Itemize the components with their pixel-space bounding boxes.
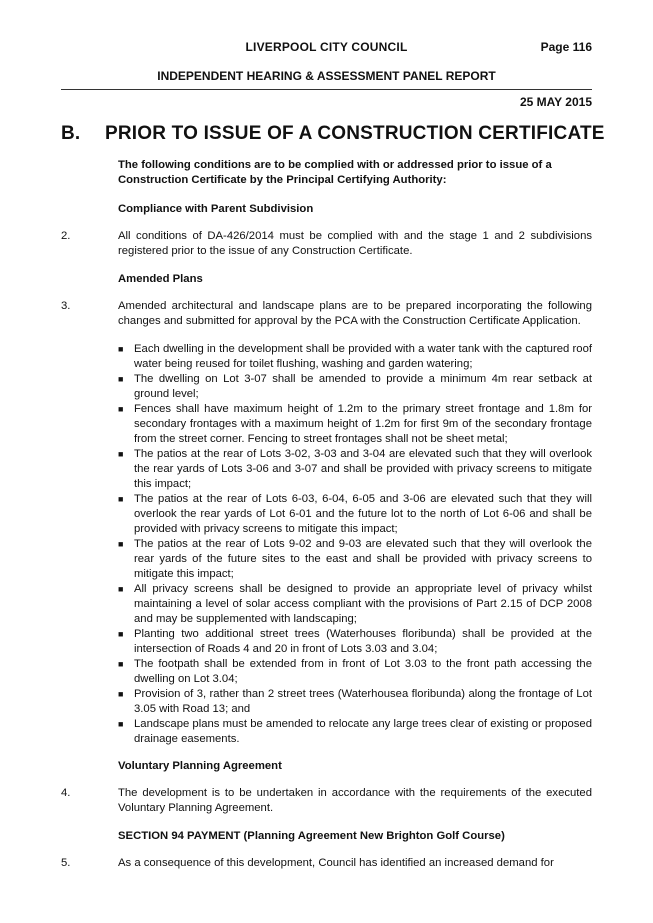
section-heading [61,123,605,145]
list-item-text: The patios at the rear of Lots 9-02 and 9-03 are elevated such that they will overlook the rear yards of the future sites to the east and shall be provided with privacy screens to mitigate this impact; [134,538,592,580]
condition-text: All conditions of DA-426/2014 must be complied with and the stage 1 and 2 subdivisions registered prior to the issue of any Construction Certificate. [118,230,592,257]
bullet-icon: ■ [118,689,124,699]
header-report-title: INDEPENDENT HEARING & ASSESSMENT PANEL REPORT [157,69,496,83]
list-item [118,687,592,717]
list-item [118,582,592,627]
list-item-text: Planting two additional street trees (Waterhouses floribunda) shall be provided at the intersection of Roads 4 and 20 in front of Lots 3.03 and 3.04; [134,628,592,655]
bullet-icon: ■ [118,494,124,504]
bullet-icon: ■ [118,374,124,384]
list-item [118,372,592,402]
condition-number: 3. [61,300,71,312]
condition-text: Amended architectural and landscape plans are to be prepared incorporating the following changes and submitted for approval by the PCA with the Construction Certificate Application. [118,300,592,327]
subheading-section-94: SECTION 94 PAYMENT (Planning Agreement New Brighton Golf Course) [118,830,505,842]
list-item [118,342,592,372]
bullet-icon: ■ [118,449,124,459]
list-item-text: The footpath shall be extended from in front of Lot 3.03 to the front path accessing the dwelling on Lot 3.04; [134,658,592,685]
condition-4 [0,786,653,816]
bullet-icon: ■ [118,584,124,594]
condition-number: 2. [61,230,71,242]
list-item-text: Fences shall have maximum height of 1.2m to the primary street frontage and 1.8m for secondary frontages with a maximum height of 1.2m for first 9m of the secondary frontage from the street corner. Fencing to street frontages shall not be sheet metal; [134,403,592,445]
bullet-icon: ■ [118,659,124,669]
document-body [0,158,653,884]
section-title: PRIOR TO ISSUE OF A CONSTRUCTION CERTIFICATE [105,123,605,144]
list-item-text: The patios at the rear of Lots 3-02, 3-03 and 3-04 are elevated such that they will overlook the rear yards of Lots 3-06 and 3-07 and shall be provided with privacy screens to mitigate this impact; [134,448,592,490]
list-item-text: Provision of 3, rather than 2 street trees (Waterhousea floribunda) along the frontage of Lot 3.05 with Road 13; and [134,688,592,715]
condition-number: 4. [61,787,71,799]
condition-text: The development is to be undertaken in accordance with the requirements of the executed Voluntary Planning Agreement. [118,787,592,814]
list-item [118,537,592,582]
bullet-icon: ■ [118,719,124,729]
condition-3 [0,299,653,329]
list-item-text: Landscape plans must be amended to relocate any large trees clear of existing or proposed drainage easements. [134,718,592,745]
bullet-icon: ■ [118,404,124,414]
condition-5 [0,856,653,871]
list-item [118,402,592,447]
list-item-text: The dwelling on Lot 3-07 shall be amended to provide a minimum 4m rear setback at ground level; [134,373,592,400]
amendment-list [118,342,592,747]
list-item [118,492,592,537]
list-item [118,717,592,747]
header-page-number: Page 116 [540,40,592,54]
subheading-amended-plans: Amended Plans [118,273,203,285]
header-rule [61,89,592,90]
header-date: 25 MAY 2015 [519,95,592,109]
bullet-icon: ■ [118,539,124,549]
list-item [118,657,592,687]
intro-paragraph: The following conditions are to be complied with or addressed prior to issue of a Construction Certificate by the Principal Certifying Authority: [118,159,552,186]
list-item [118,627,592,657]
list-item-text: Each dwelling in the development shall be provided with a water tank with the captured roof water being reused for toilet flushing, washing and garden watering; [134,343,592,370]
header-organisation: LIVERPOOL CITY COUNCIL [245,40,408,54]
list-item [118,447,592,492]
subheading-compliance: Compliance with Parent Subdivision [118,203,314,215]
bullet-icon: ■ [118,629,124,639]
section-letter: B. [61,123,81,144]
bullet-icon: ■ [118,344,124,354]
subheading-voluntary-planning-agreement: Voluntary Planning Agreement [118,760,282,772]
list-item-text: The patios at the rear of Lots 6-03, 6-04, 6-05 and 3-06 are elevated such that they will overlook the rear yards of Lot 6-01 and the future lot to the north of Lot 6-06 and shall be provided with privacy screens to mitigate this impact; [134,493,592,535]
condition-2 [0,229,653,259]
condition-text: As a consequence of this development, Council has identified an increased demand for [118,857,554,869]
list-item-text: All privacy screens shall be designed to provide an appropriate level of privacy whilst maintaining a level of solar access compliant with the provisions of Part 2.15 of DCP 2008 and may be supplemented with landscaping; [134,583,592,625]
condition-number: 5. [61,857,71,869]
